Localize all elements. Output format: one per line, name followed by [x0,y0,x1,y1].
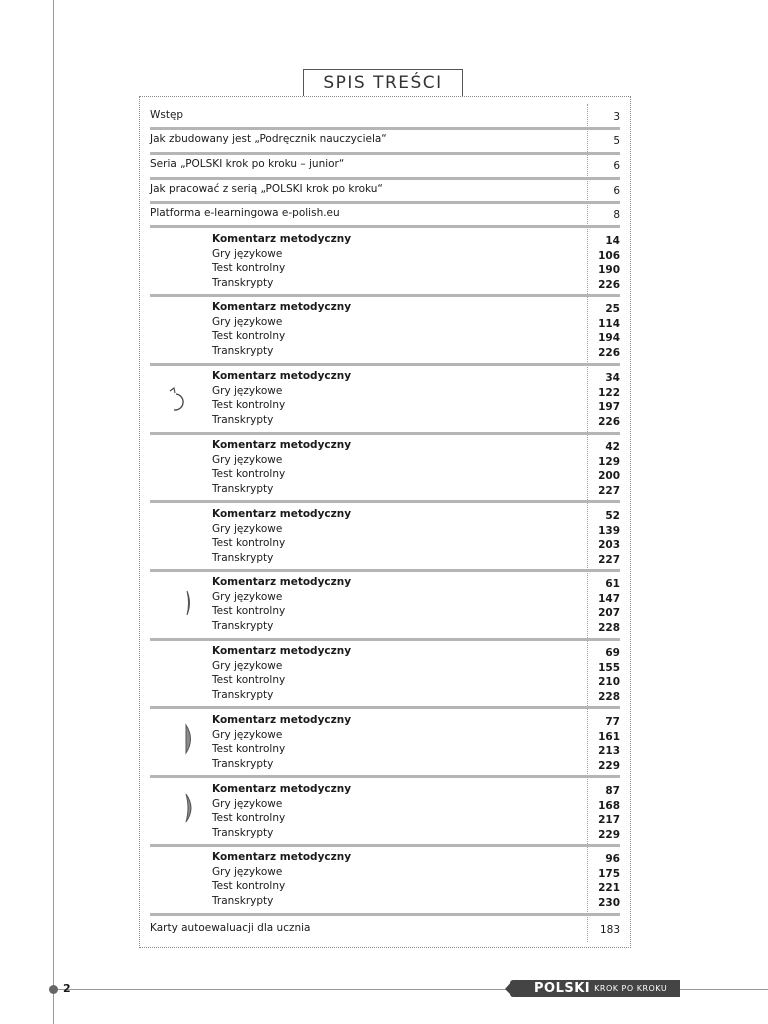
unit-page: 42 [605,441,620,453]
brand-logo [510,980,680,997]
section-divider [150,294,620,297]
brand-main: POLSKI [534,981,591,996]
unit-item: Gry językowe [212,384,283,397]
rotate-arrow-icon [166,384,192,414]
unit-page: 226 [598,415,620,428]
moon-phase-icon [184,792,196,824]
unit-page: 161 [598,730,620,743]
unit-item: Komentarz metodyczny [212,714,352,726]
unit-page: 155 [598,661,620,674]
unit-item: Transkrypty [212,413,274,426]
section-divider [150,844,620,847]
section-divider [150,638,620,641]
unit-page: 229 [598,759,620,772]
unit-item: Komentarz metodyczny [212,508,352,520]
unit-pages [598,852,620,910]
unit-item: Gry językowe [212,590,283,603]
toc-entry-label: Karty autoewaluacji dla ucznia [150,922,311,934]
unit-item: Transkrypty [212,688,274,701]
toc-entry-label: Wstęp [150,109,184,121]
section-divider [150,569,620,572]
section-divider [150,706,620,709]
unit-item: Test kontrolny [212,743,286,756]
unit-page: 229 [598,828,620,841]
toc-entry-page: 5 [613,135,620,147]
unit-page: 207 [598,607,620,620]
toc-entry-label: Jak pracować z serią „POLSKI krok po kroku“ [150,183,383,195]
unit-page: 168 [598,799,620,812]
unit-item: Komentarz metodyczny [212,233,352,245]
unit-page: 96 [605,853,620,865]
section-divider [150,432,620,435]
unit-items [212,850,351,908]
toc-entry-label: Platforma e-learningowa e-polish.eu [150,207,340,219]
toc-title-box [303,69,463,96]
unit-page: 200 [598,470,620,483]
unit-page: 87 [605,785,620,797]
unit-item: Gry językowe [212,728,283,741]
unit-items [212,438,351,496]
unit-item: Transkrypty [212,757,274,770]
unit-item: Test kontrolny [212,812,286,825]
toc-entry-page: 183 [599,924,620,936]
unit-item: Komentarz metodyczny [212,439,352,451]
unit-page: 122 [598,386,620,399]
unit-page: 190 [598,264,620,277]
unit-item: Gry językowe [212,659,283,672]
unit-item: Transkrypty [212,619,274,632]
unit-page: 129 [598,455,620,468]
unit-page: 114 [598,317,620,330]
unit-item: Komentarz metodyczny [212,576,352,588]
unit-item: Komentarz metodyczny [212,370,352,382]
unit-page: 61 [605,578,620,590]
brand-sub: KROK PO KROKU [594,984,668,993]
unit-page: 230 [598,896,620,909]
unit-page: 14 [605,235,620,247]
section-divider [150,201,620,204]
unit-page: 25 [605,303,620,315]
toc-entry-page: 6 [613,185,620,197]
section-divider [150,913,620,916]
unit-page: 221 [598,882,620,895]
section-divider [150,127,620,130]
unit-pages [598,646,620,704]
unit-item: Test kontrolny [212,330,286,343]
section-divider [150,363,620,366]
unit-page: 217 [598,814,620,827]
unit-item: Transkrypty [212,344,274,357]
unit-item: Gry językowe [212,247,283,260]
unit-item: Test kontrolny [212,605,286,618]
section-divider [150,152,620,155]
section-divider [150,500,620,503]
unit-item: Gry językowe [212,522,283,535]
unit-items [212,507,351,565]
toc-entry-page: 6 [613,160,620,172]
moon-phase-icon [184,589,194,617]
unit-page: 226 [598,346,620,359]
unit-item: Komentarz metodyczny [212,645,352,657]
page-margin-line [53,0,54,1024]
unit-pages [598,371,620,429]
unit-pages [598,577,620,635]
unit-items [212,232,351,290]
moon-phase-icon [184,723,196,755]
unit-items [212,575,351,633]
toc-entry-label: Jak zbudowany jest „Podręcznik nauczyciela“ [150,133,387,145]
unit-page: 227 [598,553,620,566]
unit-page: 210 [598,676,620,689]
unit-pages [598,440,620,498]
unit-item: Transkrypty [212,826,274,839]
unit-page: 228 [598,690,620,703]
unit-page: 77 [605,716,620,728]
page-number: 2 [63,982,71,995]
unit-page: 228 [598,621,620,634]
unit-pages [598,715,620,773]
section-divider [150,177,620,180]
unit-page: 175 [598,867,620,880]
unit-items [212,644,351,702]
unit-page: 139 [598,524,620,537]
unit-item: Gry językowe [212,797,283,810]
unit-page: 227 [598,484,620,497]
unit-item: Gry językowe [212,315,283,328]
toc-entry-page: 3 [613,111,620,123]
unit-item: Test kontrolny [212,674,286,687]
unit-items [212,782,351,840]
unit-item: Test kontrolny [212,399,286,412]
unit-page: 213 [598,745,620,758]
unit-item: Komentarz metodyczny [212,783,352,795]
section-divider [150,225,620,228]
unit-page: 203 [598,539,620,552]
section-divider [150,775,620,778]
unit-item: Transkrypty [212,482,274,495]
unit-items [212,369,351,427]
unit-pages [598,302,620,360]
unit-item: Transkrypty [212,551,274,564]
toc-entry-page: 8 [613,209,620,221]
unit-item: Komentarz metodyczny [212,851,352,863]
unit-item: Test kontrolny [212,537,286,550]
unit-item: Transkrypty [212,276,274,289]
toc-entry-label: Seria „POLSKI krok po kroku – junior“ [150,158,345,170]
unit-item: Transkrypty [212,894,274,907]
unit-page: 52 [605,510,620,522]
unit-pages [598,784,620,842]
unit-pages [598,509,620,567]
unit-page: 226 [598,278,620,291]
unit-page: 147 [598,592,620,605]
unit-page: 197 [598,401,620,414]
unit-page: 34 [605,372,620,384]
unit-items [212,713,351,771]
unit-item: Gry językowe [212,865,283,878]
footer-bullet [49,985,58,994]
unit-item: Gry językowe [212,453,283,466]
unit-page: 69 [605,647,620,659]
unit-item: Test kontrolny [212,262,286,275]
unit-pages [598,234,620,292]
unit-items [212,300,351,358]
unit-item: Komentarz metodyczny [212,301,352,313]
unit-page: 106 [598,249,620,262]
page-column-separator [587,104,588,942]
page-title: SPIS TREŚCI [323,73,443,93]
unit-item: Test kontrolny [212,880,286,893]
unit-page: 194 [598,332,620,345]
unit-item: Test kontrolny [212,468,286,481]
